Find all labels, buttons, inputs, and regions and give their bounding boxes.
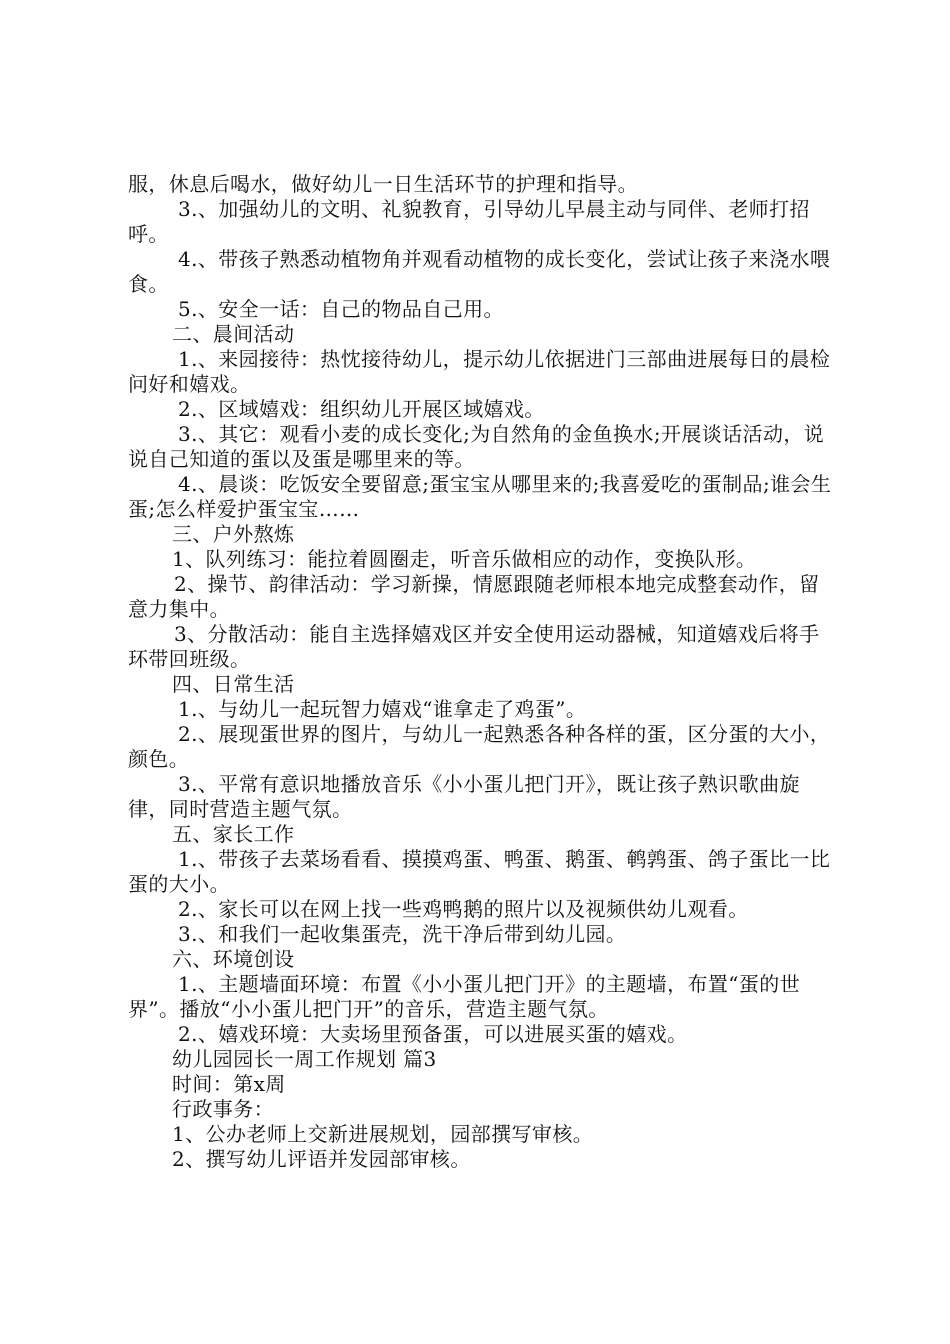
paragraph: 1、队列练习：能拉着圆圈走，听音乐做相应的动作，变换队形。 <box>172 547 757 571</box>
section-heading: 六、环境创设 <box>172 947 295 971</box>
paragraph: 1.、带孩子去菜场看看、摸摸鸡蛋、鸭蛋、鹅蛋、鹌鹑蛋、鸽子蛋比一比蛋的大小。 <box>128 847 831 896</box>
section-heading: 五、家长工作 <box>172 822 295 846</box>
paragraph: 1.、与幼儿一起玩智力嬉戏“谁拿走了鸡蛋”。 <box>178 697 587 721</box>
paragraph: 3.、和我们一起收集蛋壳，洗干净后带到幼儿园。 <box>178 922 627 946</box>
paragraph: 3.、其它：观看小麦的成长变化;为自然角的金鱼换水;开展谈话活动，说说自己知道的蛋以及蛋是哪里来的等。 <box>128 422 825 471</box>
paragraph: 1.、主题墙面环境：布置《小小蛋儿把门开》的主题墙，布置“蛋的世界”。播放“小小蛋儿把门开”的音乐，营造主题气氛。 <box>128 972 801 1021</box>
paragraph: 4.、晨谈：吃饭安全要留意;蛋宝宝从哪里来的;我喜爱吃的蛋制品;谁会生蛋;怎么样爱护蛋宝宝…… <box>128 472 832 521</box>
paragraph: 1.、来园接待：热忱接待幼儿，提示幼儿依据进门三部曲进展每日的晨检问好和嬉戏。 <box>128 347 831 396</box>
paragraph: 3、分散活动：能自主选择嬉戏区并安全使用运动器械，知道嬉戏后将手环带回班级。 <box>128 622 820 671</box>
paragraph: 时间：第x周 <box>172 1072 286 1096</box>
paragraph: 3.、加强幼儿的文明、礼貌教育，引导幼儿早晨主动与同伴、老师打招呼。 <box>128 197 810 246</box>
document-body <box>128 172 834 1172</box>
paragraph: 行政事务： <box>172 1097 274 1121</box>
paragraph: 2.、家长可以在网上找一些鸡鸭鹅的照片以及视频供幼儿观看。 <box>178 897 749 921</box>
paragraph: 2、撰写幼儿评语并发园部审核。 <box>172 1147 471 1171</box>
paragraph: 5.、安全一话：自己的物品自己用。 <box>178 297 504 321</box>
section-heading: 三、户外熬炼 <box>172 522 295 546</box>
paragraph: 2、操节、韵律活动：学习新操，情愿跟随老师根本地完成整套动作，留意力集中。 <box>128 572 820 621</box>
paragraph: 1、公办老师上交新进展规划，园部撰写审核。 <box>172 1122 594 1146</box>
paragraph: 3.、平常有意识地播放音乐《小小蛋儿把门开》，既让孩子熟识歌曲旋律，同时营造主题气氛。 <box>128 772 800 821</box>
paragraph: 2.、嬉戏环境：大卖场里预备蛋，可以进展买蛋的嬉戏。 <box>178 1022 688 1046</box>
paragraph: 2.、区域嬉戏：组织幼儿开展区域嬉戏。 <box>178 397 545 421</box>
section-heading: 四、日常生活 <box>172 672 295 696</box>
paragraph: 4.、带孩子熟悉动植物角并观看动植物的成长变化，尝试让孩子来浇水喂食。 <box>128 247 831 296</box>
document-subtitle: 幼儿园园长一周工作规划 篇3 <box>172 1047 437 1071</box>
paragraph: 服，休息后喝水，做好幼儿一日生活环节的护理和指导。 <box>128 172 638 196</box>
paragraph: 2.、展现蛋世界的图片，与幼儿一起熟悉各种各样的蛋，区分蛋的大小，颜色。 <box>128 722 831 771</box>
section-heading: 二、晨间活动 <box>172 322 295 346</box>
